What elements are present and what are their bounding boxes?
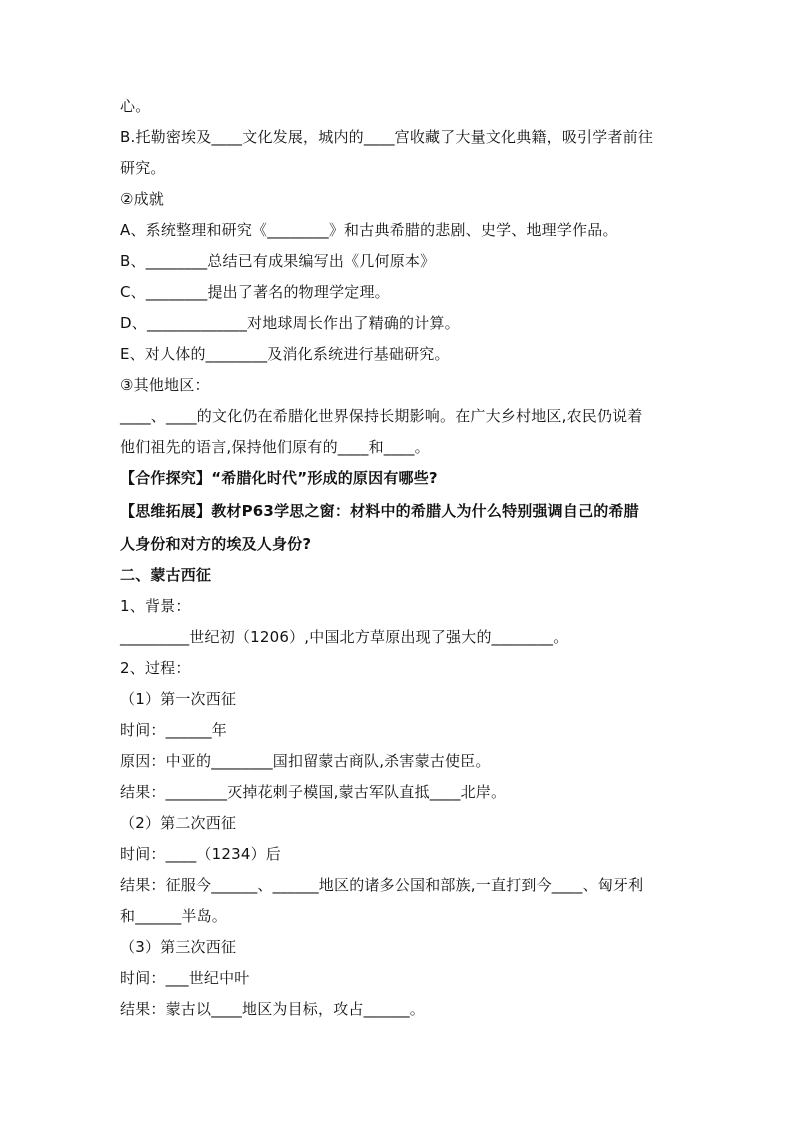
text-line: 结果：征服今______、______地区的诸多公国和部族,一直打到今____、匈牙利	[120, 876, 644, 894]
cooperative-inquiry-heading: 【合作探究】“希腊化时代”形成的原因有哪些?	[120, 469, 438, 487]
campaign-title: （3）第三次西征	[120, 938, 237, 956]
text-line: 时间：____（1234）后	[120, 845, 281, 863]
text-line: 原因：中亚的________国扣留蒙古商队,杀害蒙古使臣。	[120, 752, 491, 770]
text-line: ____、____的文化仍在希腊化世界保持长期影响。在广大乡村地区,农民仍说着	[120, 407, 643, 425]
text-line: 结果：蒙古以____地区为目标，攻占______。	[120, 1000, 426, 1018]
text-line: 时间：______年	[120, 721, 228, 739]
text-line: 心。	[120, 97, 151, 115]
section-marker: ③其他地区：	[120, 376, 210, 394]
text-line: _________世纪初（1206）,中国北方草原出现了强大的________。	[120, 628, 569, 646]
text-line: 他们祖先的语言,保持他们原有的____和____。	[120, 438, 430, 456]
text-line: A、系统整理和研究《________》和古典希腊的悲剧、史学、地理学作品。	[120, 221, 618, 239]
text-line: D、_____________对地球周长作出了精确的计算。	[120, 314, 460, 332]
thinking-extension-heading: 【思维拓展】教材P63学思之窗：材料中的希腊人为什么特别强调自己的希腊	[120, 502, 639, 520]
text-line: C、________提出了著名的物理学定理。	[120, 283, 390, 301]
text-line: B、________总结已有成果编写出《几何原本》	[120, 252, 436, 270]
campaign-title: （1）第一次西征	[120, 690, 237, 708]
subsection-title: 2、过程：	[120, 659, 191, 677]
text-line: 和______半岛。	[120, 907, 228, 925]
text-line: 结果：________灭掉花剌子模国,蒙古军队直抵____北岸。	[120, 783, 507, 801]
subsection-title: 1、背景：	[120, 597, 191, 615]
thinking-extension-heading-cont: 人身份和对方的埃及人身份?	[120, 535, 312, 553]
text-line: 研究。	[120, 159, 166, 177]
text-line: 时间：___世纪中叶	[120, 969, 250, 987]
text-line: E、对人体的________及消化系统进行基础研究。	[120, 345, 450, 363]
text-line: B.托勒密埃及____文化发展，城内的____宫收藏了大量文化典籍，吸引学者前往	[120, 128, 654, 146]
section-title: 二、蒙古西征	[120, 566, 212, 584]
campaign-title: （2）第二次西征	[120, 814, 237, 832]
section-marker: ②成就	[120, 190, 165, 208]
